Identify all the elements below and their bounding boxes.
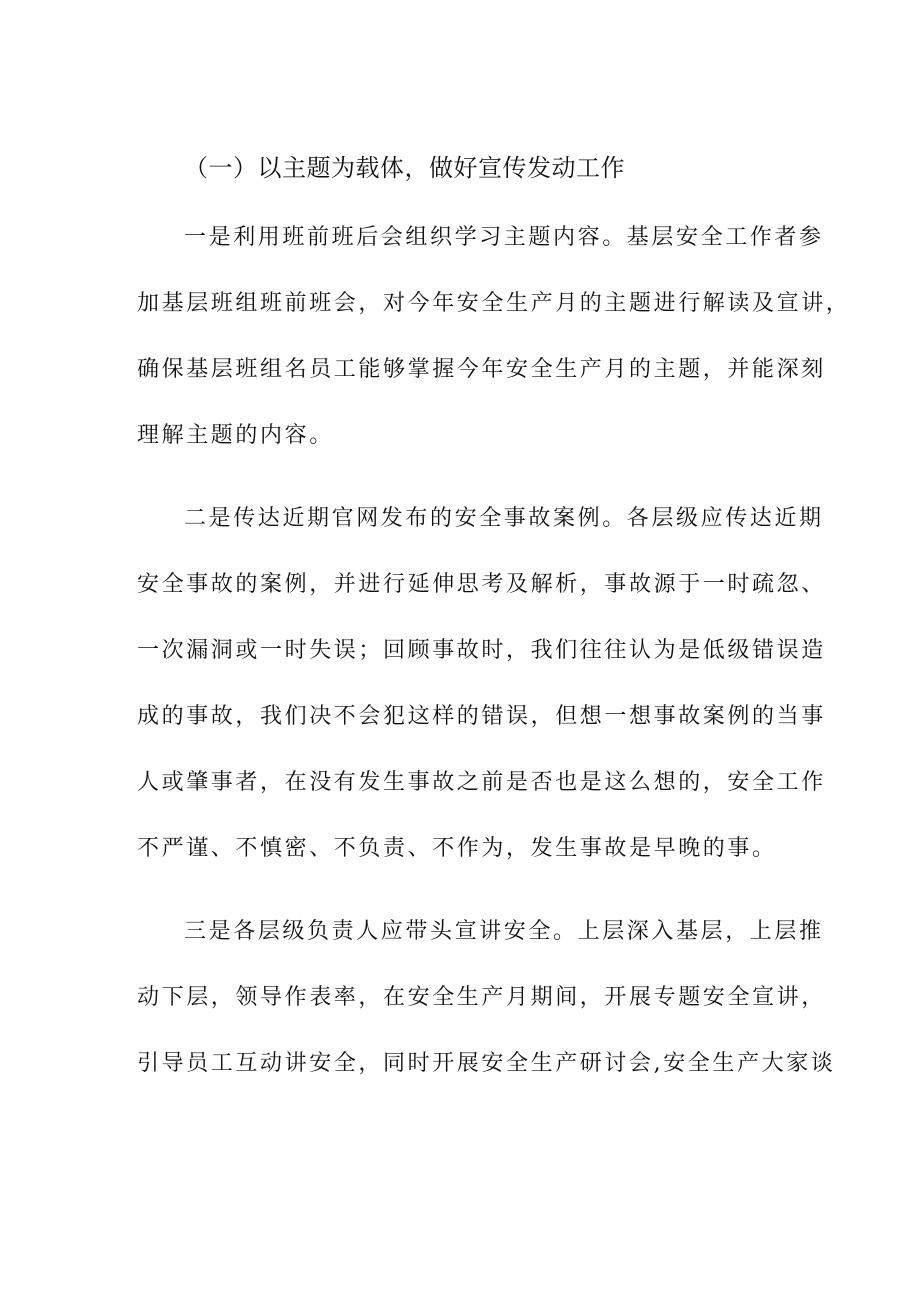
paragraph-1-line-1: 一是利用班前班后会组织学习主题内容。基层安全工作者参 <box>184 225 824 250</box>
paragraph-1-line-3: 确保基层班组名员工能够掌握今年安全生产月的主题，并能深刻 <box>137 357 826 382</box>
paragraph-2-line-1: 二是传达近期官网发布的安全事故案例。各层级应传达近期 <box>184 506 824 531</box>
paragraph-1-line-4: 理解主题的内容。 <box>137 423 334 448</box>
section-heading: （一）以主题为载体，做好宣传发动工作 <box>184 154 625 182</box>
paragraph-1-line-2: 加基层班组班前班会，对今年安全生产月的主题进行解读及宣讲， <box>137 291 851 316</box>
paragraph-2-line-5: 人或肇事者，在没有发生事故之前是否也是这么想的，安全工作 <box>137 770 826 795</box>
paragraph-2-line-4: 成的事故，我们决不会犯这样的错误，但想一想事故案例的当事 <box>137 704 826 729</box>
paragraph-3-line-1: 三是各层级负责人应带头宣讲安全。上层深入基层，上层推 <box>184 919 824 944</box>
paragraph-2-line-3: 一次漏洞或一时失误；回顾事故时，我们往往认为是低级错误造 <box>137 638 826 663</box>
paragraph-2-line-2: 安全事故的案例，并进行延伸思考及解析，事故源于一时疏忽、 <box>137 572 826 597</box>
paragraph-2-line-6: 不严谨、不慎密、不负责、不作为，发生事故是早晚的事。 <box>137 836 777 861</box>
paragraph-3-line-2: 动下层，领导作表率，在安全生产月期间，开展专题安全宣讲， <box>137 985 826 1010</box>
paragraph-3-line-3: 引导员工互动讲安全，同时开展安全生产研讨会,安全生产大家谈 <box>137 1051 836 1076</box>
